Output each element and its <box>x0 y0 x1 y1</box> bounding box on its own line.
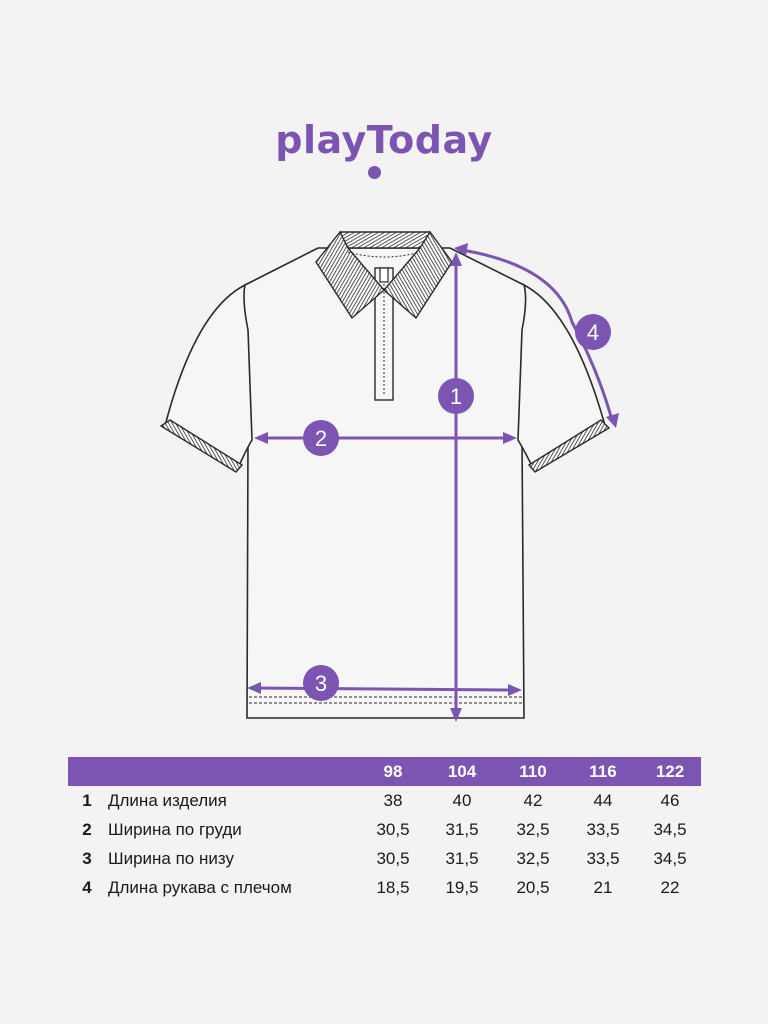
table-cell: 22 <box>660 877 680 897</box>
table-cell: 34,5 <box>653 848 687 868</box>
left-sleeve <box>166 285 252 468</box>
row-label: Ширина по груди <box>108 819 242 839</box>
size-header: 110 <box>499 757 567 786</box>
table-cell: 32,5 <box>516 848 550 868</box>
table-cell: 33,5 <box>586 819 620 839</box>
row-number: 1 <box>82 790 92 810</box>
marker-2-label: 2 <box>314 426 328 451</box>
row-number: 3 <box>82 848 92 868</box>
size-header: 122 <box>639 757 701 786</box>
table-cell: 34,5 <box>653 819 687 839</box>
brand-logo-text: playToday <box>275 118 493 162</box>
marker-1-label: 1 <box>449 384 463 409</box>
size-header: 104 <box>425 757 499 786</box>
table-cell: 30,5 <box>376 848 410 868</box>
row-number: 4 <box>82 877 92 897</box>
marker-3 <box>303 665 339 701</box>
size-header: 98 <box>361 757 425 786</box>
marker-1 <box>438 378 474 414</box>
size-header: 116 <box>567 757 639 786</box>
table-cell: 18,5 <box>376 877 410 897</box>
table-cell: 38 <box>383 790 403 810</box>
marker-3-label: 3 <box>314 671 328 696</box>
table-row <box>68 815 701 844</box>
header-num-blank <box>68 757 106 786</box>
zipper-pull <box>380 268 388 282</box>
row-label: Ширина по низу <box>108 848 234 868</box>
table-cell: 20,5 <box>516 877 550 897</box>
table-cell: 40 <box>452 790 472 810</box>
table-cell: 31,5 <box>445 848 479 868</box>
table-row <box>68 786 701 815</box>
table-cell: 44 <box>593 790 613 810</box>
row-number: 2 <box>82 819 92 839</box>
marker-2 <box>303 420 339 456</box>
right-sleeve <box>518 285 604 468</box>
marker-4 <box>575 314 611 350</box>
table-cell: 33,5 <box>586 848 620 868</box>
size-table <box>68 757 701 902</box>
size-header-row <box>68 757 701 786</box>
table-cell: 42 <box>523 790 543 810</box>
table-row <box>68 844 701 873</box>
table-cell: 32,5 <box>516 819 550 839</box>
table-cell: 31,5 <box>445 819 479 839</box>
table-cell: 19,5 <box>445 877 479 897</box>
table-cell: 30,5 <box>376 819 410 839</box>
table-cell: 46 <box>660 790 680 810</box>
table-row <box>68 873 701 902</box>
row-label: Длина рукава с плечом <box>108 877 292 897</box>
marker-4-label: 4 <box>586 320 600 345</box>
row-label: Длина изделия <box>108 790 227 810</box>
header-label-blank <box>106 757 361 786</box>
table-cell: 21 <box>593 877 613 897</box>
